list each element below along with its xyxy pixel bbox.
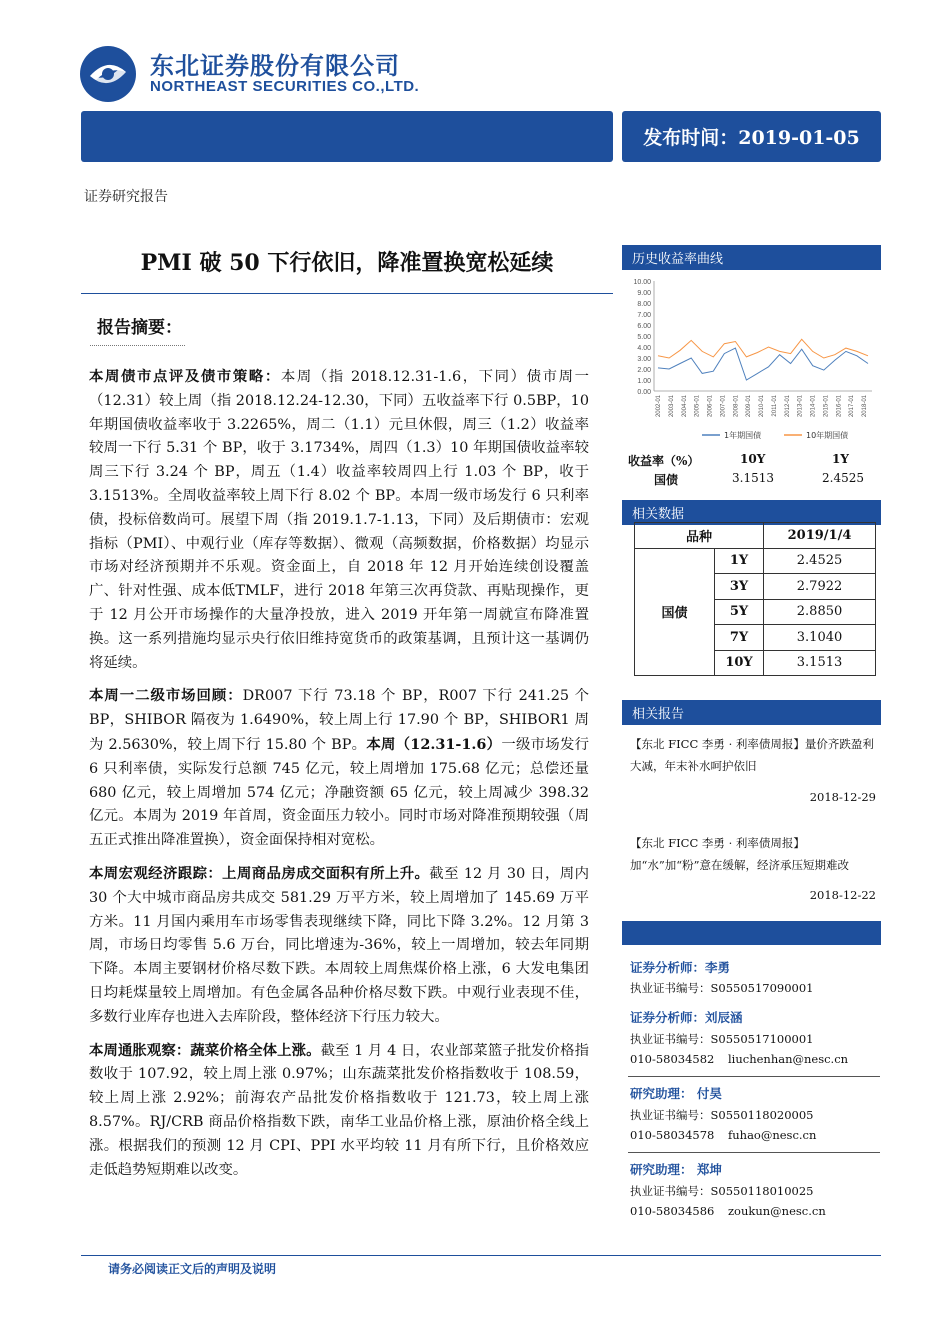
analyst-role: 证券分析师：李勇 bbox=[630, 960, 731, 975]
related-report-2-date: 2018-12-22 bbox=[809, 888, 876, 902]
paragraph-lead: 本周通胀观察：蔬菜价格全体上涨。 bbox=[89, 1041, 321, 1059]
y-tick-label: 0.00 bbox=[637, 389, 651, 396]
yield-header-label: 收益率（%） bbox=[628, 454, 700, 468]
paragraph-lead: 本周（12.31-1.6） bbox=[366, 735, 502, 753]
paragraph-text: 一级市场发行 6 只利率债，实际发行总额 745 亿元，较上周增加 175.68 亿元；总偿还量 680 亿元，较上周增加 574 亿元；净融资额 65 亿元，较上周减少 398.32 亿元。本周为 2019 年首周，资金面压力较小。同时市场对降准预期较强（周五正式推出降准置换），资金面保持相对宽松。 bbox=[89, 736, 589, 849]
analyst-2-cert: 执业证书编号：S0550517100001 bbox=[630, 1032, 814, 1046]
logo-emblem-icon bbox=[80, 46, 136, 102]
analyst-role: 研究助理： 郑坤 bbox=[630, 1162, 722, 1177]
related-report-1[interactable]: 【东北 FICC 李勇 · 利率债周报】量价齐跌盈利大减，年末补水呵护依旧 bbox=[630, 737, 874, 773]
table-tenor: 1Y bbox=[715, 548, 764, 574]
x-tick-label: 2017-01 bbox=[849, 395, 856, 418]
publish-date: 发布时间：2019-01-05 bbox=[622, 111, 881, 162]
legend-label: 10年期国债 bbox=[806, 431, 849, 440]
analyst-phone: 010-58034582 bbox=[630, 1052, 715, 1066]
header-banner bbox=[81, 111, 613, 162]
table-tenor: 3Y bbox=[715, 574, 764, 600]
y-tick-label: 3.00 bbox=[637, 356, 651, 363]
y-tick-label: 6.00 bbox=[637, 323, 651, 330]
table-value: 2.4525 bbox=[764, 548, 876, 574]
analyst-1 bbox=[630, 958, 880, 976]
y-tick-label: 8.00 bbox=[637, 301, 651, 308]
paragraph-macro bbox=[89, 862, 589, 1030]
y-tick-label: 5.00 bbox=[637, 334, 651, 341]
series-line-1y bbox=[658, 348, 868, 380]
analyst-email[interactable]: liuchenhan@nesc.cn bbox=[728, 1052, 849, 1066]
x-tick-label: 2005-01 bbox=[694, 395, 701, 418]
analyst-4-cert: 执业证书编号：S0550118010025 bbox=[630, 1184, 814, 1198]
x-tick-label: 2004-01 bbox=[681, 395, 688, 418]
analyst-role: 研究助理： 付昊 bbox=[630, 1086, 722, 1101]
table-row bbox=[635, 548, 876, 574]
x-tick-label: 2006-01 bbox=[707, 395, 714, 418]
table-tenor: 7Y bbox=[715, 625, 764, 651]
analyst-3-contact bbox=[630, 1128, 817, 1142]
x-tick-label: 2007-01 bbox=[720, 395, 727, 418]
summary-divider bbox=[90, 345, 185, 349]
analyst-4 bbox=[630, 1160, 880, 1178]
footer-disclaimer: 请务必阅读正文后的声明及说明 bbox=[108, 1262, 277, 1276]
table-tenor: 10Y bbox=[715, 650, 764, 676]
x-tick-label: 2013-01 bbox=[797, 395, 804, 418]
x-tick-label: 2016-01 bbox=[836, 395, 843, 418]
table-group-label: 国债 bbox=[635, 548, 715, 676]
table-header-variety: 品种 bbox=[635, 523, 764, 549]
report-title: PMI 破 50 下行依旧，降准置换宽松延续 bbox=[140, 250, 554, 276]
legend-label: 1年期国债 bbox=[724, 431, 762, 440]
x-tick-label: 2003-01 bbox=[668, 395, 675, 418]
analyst-2 bbox=[630, 1008, 880, 1026]
report-type: 证券研究报告 bbox=[84, 189, 168, 205]
company-name-cn: 东北证券股份有限公司 bbox=[150, 52, 400, 80]
paragraph-text: DR007 下行 73.18 个 BP，R007 下行 241.25 个 BP，SHIBOR 隔夜为 1.6490%，较上周上行 17.90 个 BP，SHIBOR1 周为 2.5630%，较上周下行 15.80 个 BP。 bbox=[89, 688, 589, 753]
y-tick-label: 10.00 bbox=[633, 279, 651, 286]
x-tick-label: 2012-01 bbox=[784, 395, 791, 418]
chart-section-header: 历史收益率曲线 bbox=[622, 245, 881, 270]
related-report-2[interactable]: 【东北 FICC 李勇 · 利率债周报】加“水”加“粉”意在缓解，经济承压短期难改 bbox=[630, 836, 850, 872]
paragraph-text: 截至 1 月 4 日，农业部菜篮子批发价格指数收于 107.92，较上周上涨 0.97%；山东蔬菜批发价格指数收于 108.59，较上周上涨 2.92%；前海农产品批发价格指数收于 121.73，较上周上涨 8.57%。RJ/CRB 商品价格指数下跌，南华工业品价格上涨，原油价格全线上涨。根据我们的预测 12 月 CPI、PPI 水平均较 11 月有所下行，且价格效应走低趋势短期难以改变。 bbox=[89, 1042, 589, 1178]
yield-row-label: 国债 bbox=[654, 473, 679, 487]
company-logo bbox=[80, 44, 440, 100]
table-header-row bbox=[635, 523, 876, 549]
x-tick-label: 2014-01 bbox=[810, 395, 817, 418]
analyst-1-cert: 执业证书编号：S0550517090001 bbox=[630, 981, 814, 995]
paragraph-lead: 本周宏观经济跟踪：上周商品房成交面积有所上升。 bbox=[89, 864, 430, 882]
analyst-role: 证券分析师：刘辰涵 bbox=[630, 1010, 743, 1025]
analyst-4-contact bbox=[630, 1204, 826, 1218]
company-name-en: NORTHEAST SECURITIES CO.,LTD. bbox=[150, 78, 420, 95]
related-data-header: 相关数据 bbox=[622, 500, 881, 525]
related-data-table bbox=[634, 522, 876, 676]
paragraph-text: 截至 12 月 30 日，周内 30 个大中城市商品房共成交 581.29 万平方米，较上周增加了 145.69 万平方米。11 月国内乘用车市场零售表现继续下降，同比下降 3.2%。12 月第 3 周，市场日均零售 5.6 万台，同比增速为-36%，较上一周增加，较去年同期下降。本周主要钢材价格尽数下跌。本周较上周焦煤价格上涨，6 大发电集团日均耗煤量较上周增加。有色金属各品种价格尽数下跌。中观行业表现不佳，多数行业库存也进入去库阶段，整体经济下行压力较大。 bbox=[89, 865, 589, 1025]
analyst-3-cert: 执业证书编号：S0550118020005 bbox=[630, 1108, 814, 1122]
analyst-section-bar bbox=[622, 921, 881, 945]
y-tick-label: 7.00 bbox=[637, 312, 651, 319]
yield-row-10y: 3.1513 bbox=[732, 471, 774, 485]
paragraph-strategy bbox=[89, 365, 589, 675]
yield-header-10y: 10Y bbox=[740, 452, 766, 466]
paragraph-lead: 本周一二级市场回顾： bbox=[89, 687, 243, 705]
analyst-3 bbox=[630, 1084, 880, 1102]
related-reports-header: 相关报告 bbox=[622, 700, 881, 725]
analyst-phone: 010-58034586 bbox=[630, 1204, 715, 1218]
analyst-email[interactable]: zoukun@nesc.cn bbox=[728, 1204, 826, 1218]
x-tick-label: 2010-01 bbox=[759, 395, 765, 418]
table-value: 2.8850 bbox=[764, 599, 876, 625]
x-tick-label: 2018-01 bbox=[862, 395, 868, 418]
x-tick-label: 2002-01 bbox=[656, 395, 662, 418]
x-tick-label: 2015-01 bbox=[823, 395, 830, 418]
table-value: 3.1040 bbox=[764, 625, 876, 651]
table-value: 2.7922 bbox=[764, 574, 876, 600]
footer-divider bbox=[81, 1255, 881, 1256]
yield-header-1y: 1Y bbox=[832, 452, 849, 466]
report-body bbox=[89, 365, 589, 1191]
table-header-date: 2019/1/4 bbox=[764, 523, 876, 549]
title-divider bbox=[81, 293, 613, 294]
analyst-divider bbox=[628, 1152, 880, 1153]
yield-row-1y: 2.4525 bbox=[822, 471, 864, 485]
table-tenor: 5Y bbox=[715, 599, 764, 625]
analyst-email[interactable]: fuhao@nesc.cn bbox=[728, 1128, 817, 1142]
summary-heading: 报告摘要： bbox=[97, 318, 182, 338]
y-tick-label: 2.00 bbox=[637, 367, 651, 374]
analyst-2-contact bbox=[630, 1052, 849, 1066]
yield-chart-svg bbox=[622, 271, 881, 445]
x-tick-label: 2011-01 bbox=[771, 395, 778, 417]
table-value: 3.1513 bbox=[764, 650, 876, 676]
series-line-10y bbox=[658, 339, 868, 358]
paragraph-market-review bbox=[89, 684, 589, 853]
paragraph-text: 本周（指 2018.12.31-1.6，下同）债市周一（12.31）较上周（指 2018.12.24-12.30，下同）五收益率下行 0.5BP，10 年期国债收益率收于 3.2265%，周二（1.1）元旦休假，周三（1.2）收益率较周一下行 5.31 个 BP，收于 3.1734%，周四（1.3）10 年期国债收益率较周三下行 3.24 个 BP，周五（1.4）收益率较周四上行 1.03 个 BP，收于 3.1513%。全周收益率较上周下行 8.02 个 BP。本周一级市场发行 6 只利率债，投标倍数尚可。展望下周（指 2019.1.7-1.13，下同）及后期债市：宏观指标（PMI）、中观行业（库存等数据）、微观（高频数据，价格数据）均显示市场对经济预期并不乐观。资金面上，自 2018 年 12 月开始连续创设覆盖广、针对性强、成本低TMLF，进行 2018 年第三次再贷款、再贴现操作，更于 12 月公开市场操作的大量净投放，进入 2019 开年第一周就宣布降准置换。这一系列措施均显示央行依旧维持宽货币的政策基调，且预计这一基调仍将延续。 bbox=[89, 369, 589, 671]
y-tick-label: 1.00 bbox=[637, 378, 651, 385]
x-tick-label: 2008-01 bbox=[733, 395, 740, 418]
paragraph-inflation bbox=[89, 1039, 589, 1183]
yield-history-chart bbox=[622, 271, 881, 445]
related-report-1-date: 2018-12-29 bbox=[809, 790, 876, 804]
y-tick-label: 4.00 bbox=[637, 345, 651, 352]
analyst-divider bbox=[628, 1076, 880, 1077]
y-tick-label: 9.00 bbox=[637, 290, 651, 297]
analyst-phone: 010-58034578 bbox=[630, 1128, 715, 1142]
paragraph-lead: 本周债市点评及债市策略： bbox=[89, 368, 281, 385]
x-tick-label: 2009-01 bbox=[746, 395, 753, 418]
